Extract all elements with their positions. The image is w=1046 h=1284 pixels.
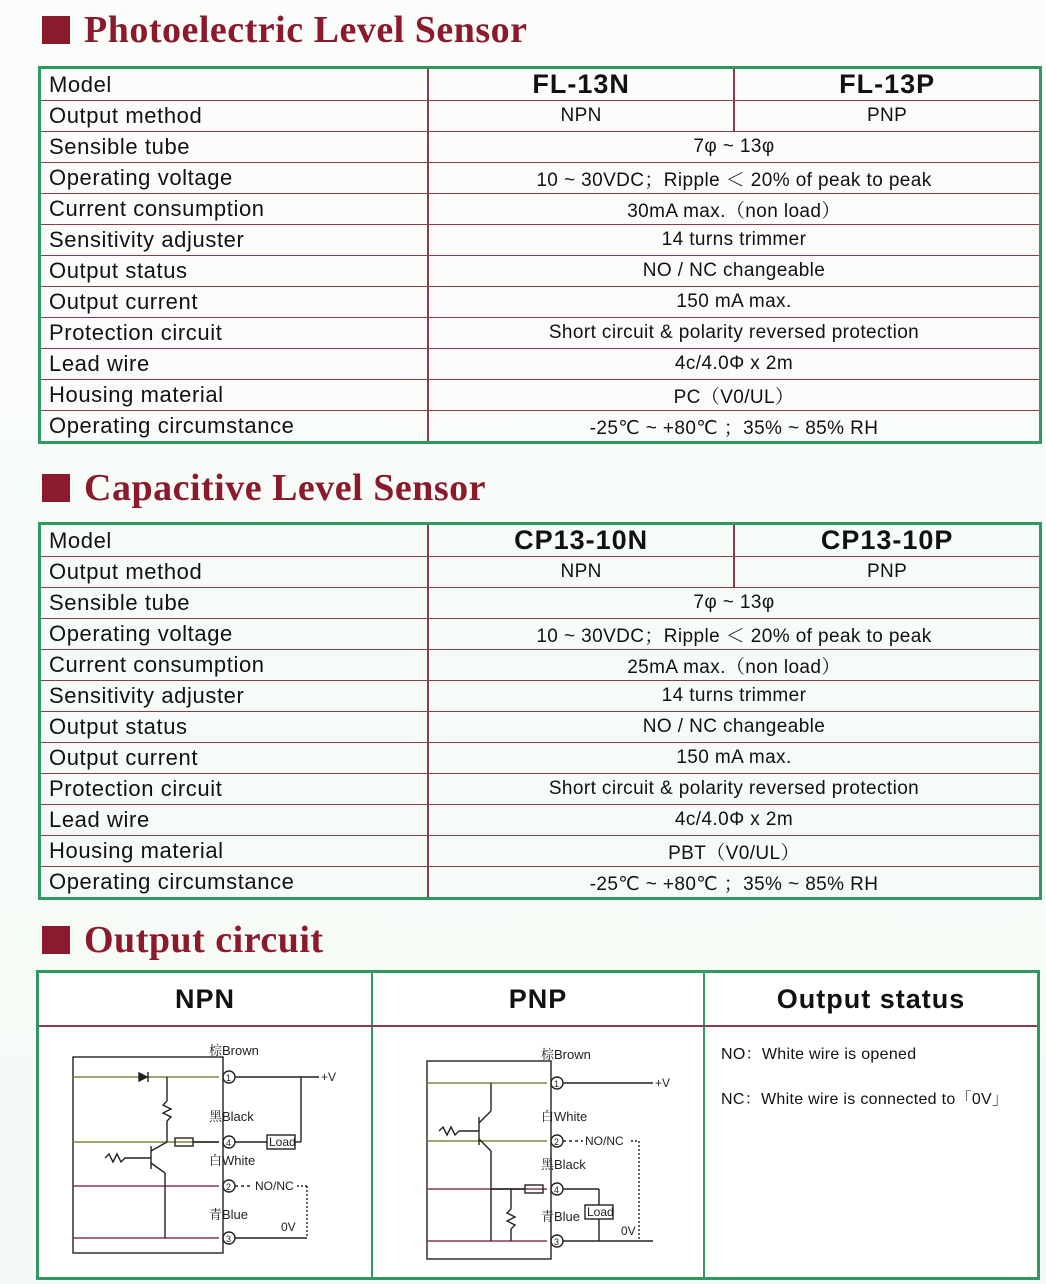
table-row xyxy=(40,68,1041,101)
model-n-cell: FL-13N xyxy=(428,68,734,101)
pnp-pin-2-label: 2 xyxy=(554,1137,560,1147)
column-divider xyxy=(371,973,373,1277)
row-label: Operating circumstance xyxy=(40,411,429,443)
status-no-text: NO：White wire is opened xyxy=(721,1046,917,1063)
row-value: 14 turns trimmer xyxy=(428,681,1041,712)
npn-white-label: 白White xyxy=(209,1153,256,1168)
row-value: 10 ~ 30VDC；Ripple ＜ 20% of peak to peak xyxy=(428,163,1041,194)
table-row xyxy=(40,681,1041,712)
pnp-pin-3-label: 3 xyxy=(554,1237,560,1247)
pnp-circuit-diagram xyxy=(423,1045,693,1265)
row-label: Lead wire xyxy=(40,349,429,380)
row-label: Protection circuit xyxy=(40,774,429,805)
npn-pin-1-label: 1 xyxy=(226,1073,232,1083)
row-value: 10 ~ 30VDC；Ripple ＜ 20% of peak to peak xyxy=(428,619,1041,650)
cap-spec-table xyxy=(38,522,1042,900)
pnp-white-label: 白White xyxy=(541,1109,588,1124)
table-row xyxy=(40,867,1041,899)
row-label: Model xyxy=(40,524,429,557)
table-row xyxy=(40,411,1041,443)
table-row xyxy=(40,774,1041,805)
row-value: Short circuit & polarity reversed protection xyxy=(428,318,1041,349)
model-p-cell: CP13-10P xyxy=(734,524,1040,557)
status-header: Output status xyxy=(776,983,966,1014)
output-method-n: NPN xyxy=(428,557,734,588)
row-label: Operating voltage xyxy=(40,619,429,650)
row-label: Operating voltage xyxy=(40,163,429,194)
table-row xyxy=(40,256,1041,287)
cap-section-heading xyxy=(42,466,486,510)
row-value: PBT（V0/UL） xyxy=(428,836,1041,867)
heading-square-icon xyxy=(42,926,70,954)
table-row xyxy=(40,287,1041,318)
status-nc-text: NC：White wire is connected to「0V」 xyxy=(721,1091,1009,1108)
row-label: Output status xyxy=(40,256,429,287)
header-divider xyxy=(39,1025,1037,1027)
npn-resistor-icon xyxy=(163,1101,171,1121)
table-row xyxy=(40,524,1041,557)
table-row xyxy=(40,318,1041,349)
npn-load-label: Load xyxy=(269,1135,296,1149)
table-row xyxy=(40,836,1041,867)
npn-pin-3-label: 3 xyxy=(226,1234,232,1244)
row-value: NO / NC changeable xyxy=(428,712,1041,743)
photo-section-heading xyxy=(42,8,528,52)
pnp-black-label: 黑Black xyxy=(541,1157,586,1172)
npn-brown-label: 棕Brown xyxy=(209,1043,259,1058)
row-value: NO / NC changeable xyxy=(428,256,1041,287)
row-label: Output method xyxy=(40,557,429,588)
npn-vplus-label: +V xyxy=(321,1070,337,1084)
row-value: 150 mA max. xyxy=(428,743,1041,774)
npn-sensor-box xyxy=(73,1057,223,1253)
npn-pin-4-label: 4 xyxy=(226,1138,232,1148)
npn-base-resistor-icon xyxy=(105,1154,151,1162)
output-circuit-panel xyxy=(36,970,1040,1280)
pnp-pin-1-label: 1 xyxy=(554,1079,560,1089)
pnp-header: PNP xyxy=(508,983,568,1014)
pnp-nonc-label: NO/NC xyxy=(585,1134,624,1148)
table-row xyxy=(40,619,1041,650)
row-label: Lead wire xyxy=(40,805,429,836)
output-method-n: NPN xyxy=(428,101,734,132)
pnp-zener-resistor-icon xyxy=(507,1209,515,1229)
row-value: 4c/4.0Φ x 2m xyxy=(428,805,1041,836)
pnp-brown-label: 棕Brown xyxy=(541,1047,591,1062)
table-row xyxy=(40,349,1041,380)
row-value: 7φ ~ 13φ xyxy=(428,588,1041,619)
row-label: Sensible tube xyxy=(40,588,429,619)
row-label: Output current xyxy=(40,287,429,318)
npn-diode-icon xyxy=(139,1073,147,1081)
pnp-base-resistor-icon xyxy=(439,1127,479,1135)
table-row xyxy=(40,163,1041,194)
heading-square-icon xyxy=(42,16,70,44)
pnp-vplus-label: +V xyxy=(655,1076,671,1090)
pnp-pin-4-label: 4 xyxy=(554,1185,560,1195)
circuit-section-title: Output circuit xyxy=(84,919,324,961)
row-value: 30mA max.（non load） xyxy=(428,194,1041,225)
row-label: Current consumption xyxy=(40,194,429,225)
npn-transistor-collector xyxy=(151,1142,167,1151)
row-value: 4c/4.0Φ x 2m xyxy=(428,349,1041,380)
row-value: 14 turns trimmer xyxy=(428,225,1041,256)
row-label: Sensitivity adjuster xyxy=(40,225,429,256)
row-label: Operating circumstance xyxy=(40,867,429,899)
table-row xyxy=(40,380,1041,411)
npn-nonc-label: NO/NC xyxy=(255,1179,294,1193)
table-row xyxy=(40,743,1041,774)
row-value: -25℃ ~ +80℃ ；35% ~ 85% RH xyxy=(589,417,879,439)
row-value: -25℃ ~ +80℃ ；35% ~ 85% RH xyxy=(589,873,879,895)
pnp-transistor-emitter xyxy=(479,1111,491,1123)
pnp-0v-label: 0V xyxy=(621,1224,636,1238)
table-row xyxy=(40,650,1041,681)
npn-circuit-diagram xyxy=(69,1041,349,1261)
table-row xyxy=(40,101,1041,132)
model-n-cell: CP13-10N xyxy=(428,524,734,557)
row-label: Output status xyxy=(40,712,429,743)
row-value: 25mA max.（non load） xyxy=(428,650,1041,681)
heading-square-icon xyxy=(42,474,70,502)
npn-pin-2-label: 2 xyxy=(226,1182,232,1192)
pnp-load-label: Load xyxy=(587,1205,614,1219)
photo-section-title: Photoelectric Level Sensor xyxy=(84,9,528,51)
row-value: Short circuit & polarity reversed protection xyxy=(428,774,1041,805)
table-row xyxy=(40,588,1041,619)
table-row xyxy=(40,194,1041,225)
npn-black-label: 黑Black xyxy=(209,1109,254,1124)
pnp-sensor-box xyxy=(427,1061,551,1259)
row-label: Output method xyxy=(40,101,429,132)
output-method-p: PNP xyxy=(734,101,1040,132)
row-label: Output current xyxy=(40,743,429,774)
model-p-cell: FL-13P xyxy=(734,68,1040,101)
circuit-section-heading xyxy=(42,918,324,962)
npn-blue-label: 青Blue xyxy=(209,1207,249,1222)
row-value: 150 mA max. xyxy=(428,287,1041,318)
pnp-blue-label: 青Blue xyxy=(541,1209,581,1224)
table-row xyxy=(40,557,1041,588)
npn-0v-label: 0V xyxy=(281,1220,296,1234)
row-value: PC（V0/UL） xyxy=(428,380,1041,411)
table-row xyxy=(40,225,1041,256)
table-row xyxy=(40,132,1041,163)
cap-section-title: Capacitive Level Sensor xyxy=(84,467,487,509)
row-label: Sensitivity adjuster xyxy=(40,681,429,712)
row-label: Housing material xyxy=(40,836,429,867)
row-label: Current consumption xyxy=(40,650,429,681)
row-label: Sensible tube xyxy=(40,132,429,163)
photo-spec-table xyxy=(38,66,1042,444)
npn-transistor-emitter xyxy=(151,1163,165,1173)
npn-header: NPN xyxy=(174,983,235,1014)
table-row xyxy=(40,712,1041,743)
output-method-p: PNP xyxy=(734,557,1040,588)
row-label: Housing material xyxy=(40,380,429,411)
row-label: Protection circuit xyxy=(40,318,429,349)
table-row xyxy=(40,805,1041,836)
row-value: 7φ ~ 13φ xyxy=(428,132,1041,163)
column-divider xyxy=(703,973,705,1277)
row-label: Model xyxy=(40,68,429,101)
